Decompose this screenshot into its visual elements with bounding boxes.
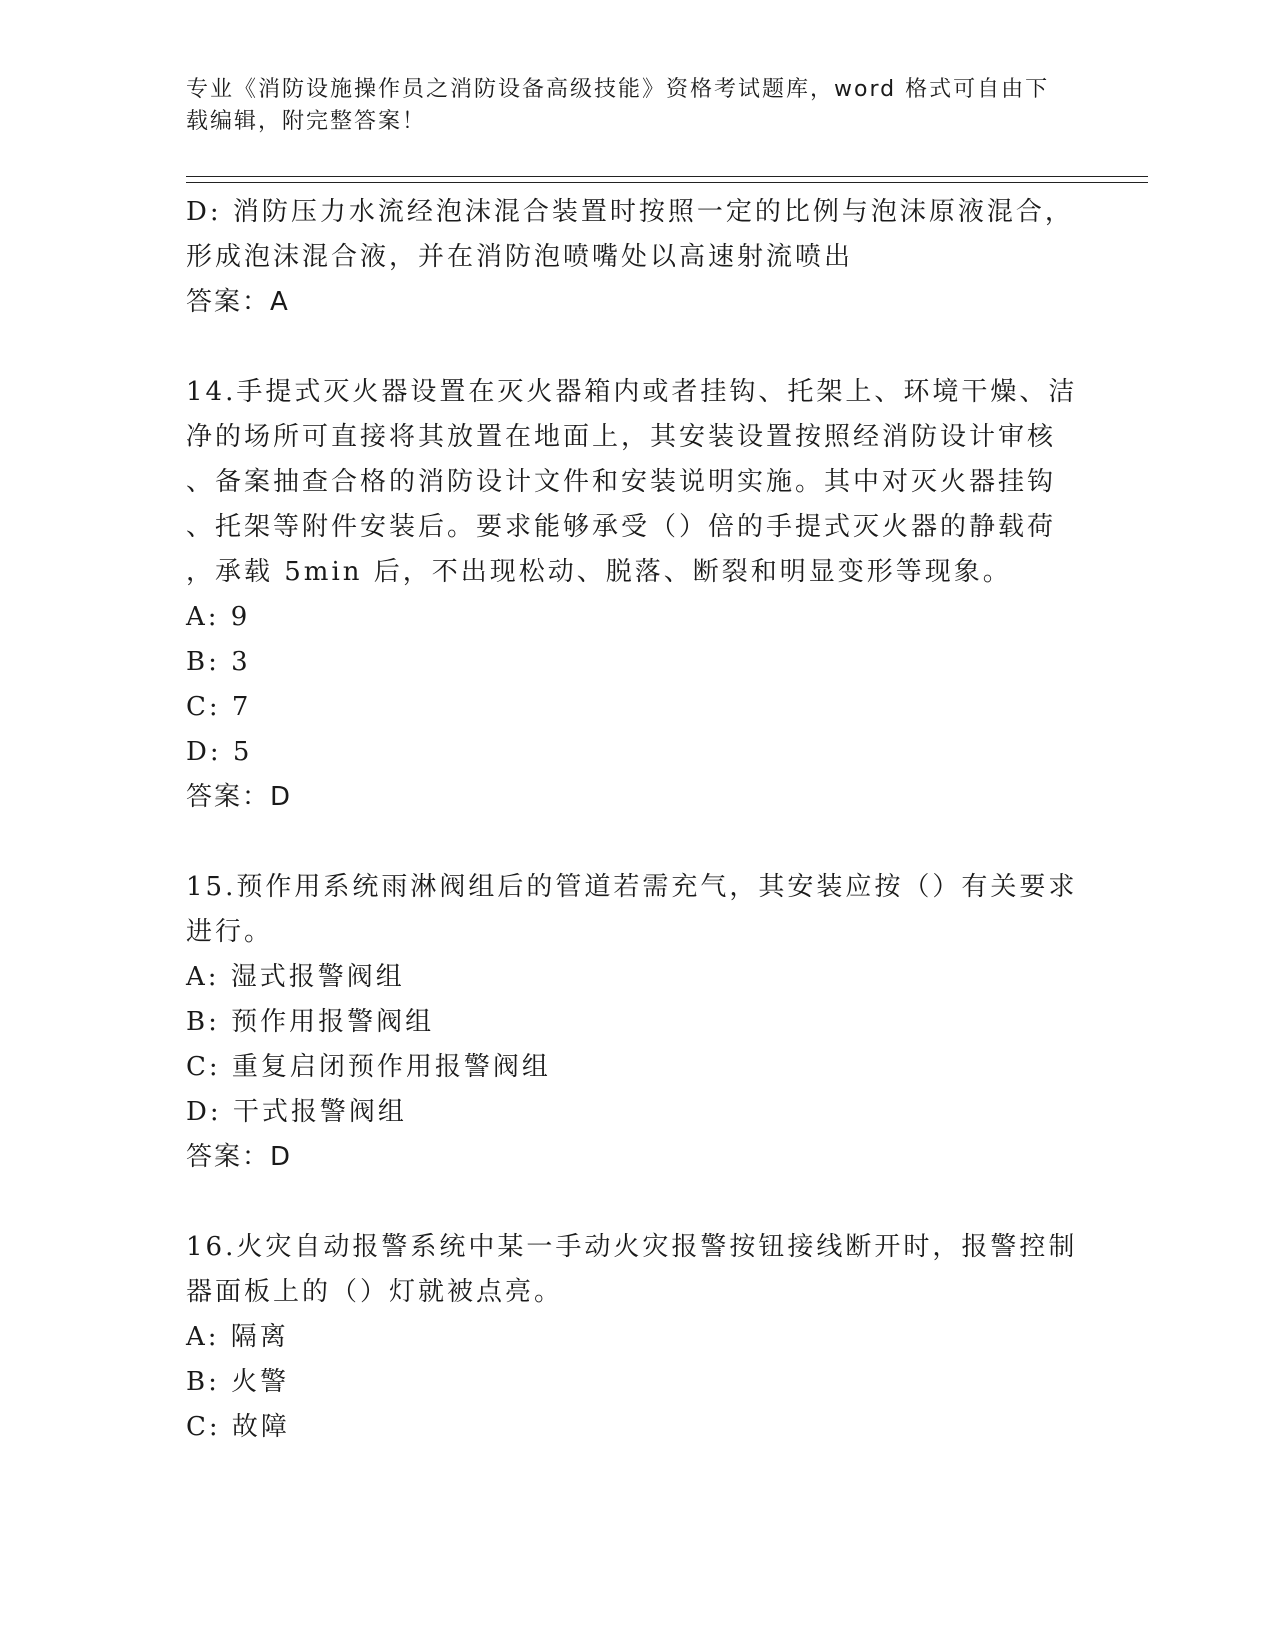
header-line-2: 载编辑，附完整答案！ [186,109,427,134]
answer-line: 答案：D [186,782,293,812]
prev-question-tail [186,190,1086,325]
question-text-line: 14.手提式灭火器设置在灭火器箱内或者挂钩、托架上、环境干燥、洁 [186,377,1078,407]
question-15 [186,865,1086,1180]
question-text-line: 器面板上的（）灯就被点亮。 [186,1277,564,1307]
header-line-1: 专业《消防设施操作员之消防设备高级技能》资格考试题库，word 格式可自由下 [186,77,1050,102]
question-text-line: 、备案抽查合格的消防设计文件和安装说明实施。其中对灭火器挂钩 [186,467,1057,497]
option-d-line-1: D: 消防压力水流经泡沫混合装置时按照一定的比例与泡沫原液混合， [186,197,1074,227]
question-text-line: 净的场所可直接将其放置在地面上，其安装设置按照经消防设计审核 [186,422,1057,452]
question-content [186,190,1086,1450]
option-a: A: 隔离 [186,1322,289,1352]
answer-line: 答案：D [186,1142,293,1172]
question-text-line: 16.火灾自动报警系统中某一手动火灾报警按钮接线断开时，报警控制 [186,1232,1078,1262]
spacer [186,325,1086,370]
spacer [186,820,1086,865]
option-b: B: 预作用报警阀组 [186,1007,435,1037]
option-a: A: 湿式报警阀组 [186,962,405,992]
option-b: B: 3 [186,647,251,677]
option-d-line-2: 形成泡沫混合液，并在消防泡喷嘴处以高速射流喷出 [186,242,854,272]
option-b: B: 火警 [186,1367,290,1397]
header-rule-bottom [186,182,1148,183]
page-header [186,74,1066,138]
question-text-line: 、托架等附件安装后。要求能够承受（）倍的手提式灭火器的静载荷 [186,512,1057,542]
option-c: C: 7 [186,692,252,722]
option-d: D: 5 [186,737,253,767]
option-d: D: 干式报警阀组 [186,1097,407,1127]
question-text-line: ，承载 5min 后，不出现松动、脱落、断裂和明显变形等现象。 [186,557,1012,587]
question-text-line: 进行。 [186,917,274,947]
question-text-line: 15.预作用系统雨淋阀组后的管道若需充气，其安装应按（）有关要求 [186,872,1078,902]
option-c: C: 重复启闭预作用报警阀组 [186,1052,551,1082]
answer-line: 答案：A [186,287,290,317]
header-rule-top [186,176,1148,177]
question-16 [186,1225,1086,1450]
option-c: C: 故障 [186,1412,290,1442]
question-14 [186,370,1086,820]
option-a: A: 9 [186,602,251,632]
spacer [186,1180,1086,1225]
